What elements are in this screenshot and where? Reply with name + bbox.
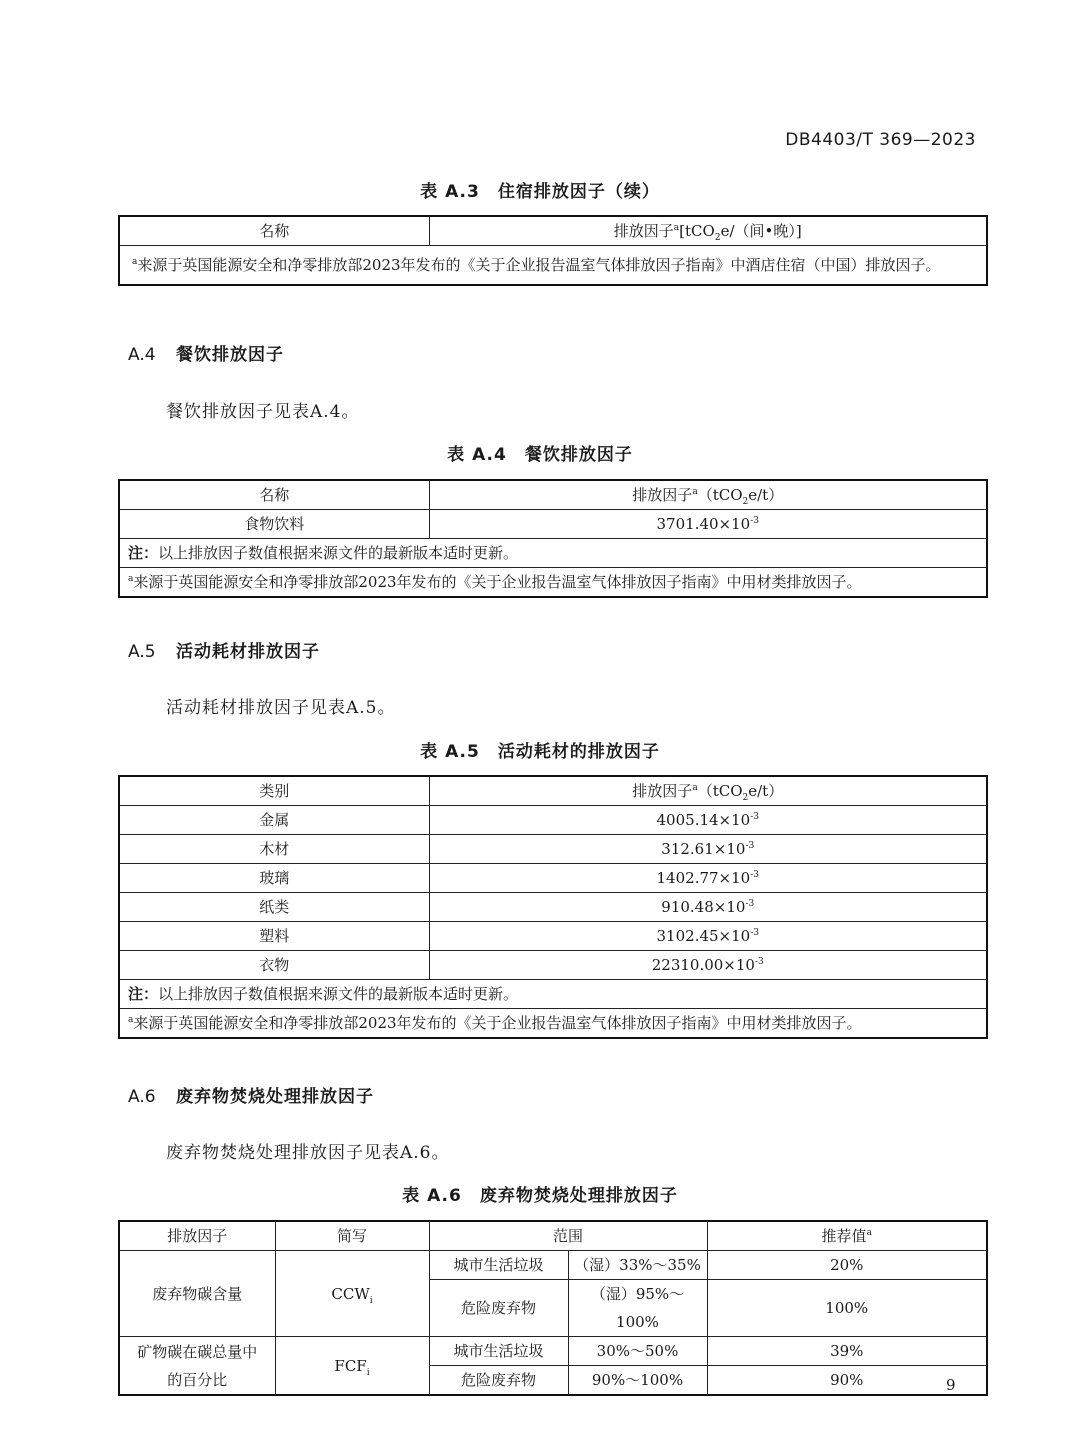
row-value: $3701.40\times 10^{-3}$	[429, 510, 987, 539]
table-a6-caption: 表 A.6 废弃物焚烧处理排放因子	[402, 1186, 678, 1206]
table-a4-caption: 表 A.4 餐饮排放因子	[447, 445, 633, 465]
group-abbr: $FCF_i$	[275, 1337, 429, 1396]
row-value: 100%	[707, 1280, 987, 1337]
row-name: 金属	[119, 806, 429, 835]
table-a5	[118, 775, 988, 1039]
document-number: DB4403/T 369—2023	[785, 130, 976, 150]
table-header-row	[119, 216, 987, 246]
column-header-name: 名称	[119, 216, 429, 246]
group-abbr: $CCW_i$	[275, 1251, 429, 1337]
table-a3-caption: 表 A.3 住宿排放因子（续）	[420, 182, 660, 202]
row-range: 90%～100%	[568, 1366, 707, 1396]
row-value: $4005.14\times 10^{-3}$	[429, 806, 987, 835]
table-note: 注：以上排放因子数值根据来源文件的最新版本适时更新。	[119, 539, 987, 568]
column-header-factor: 排放因子$^a$（tCO$_2$e/t）	[429, 776, 987, 806]
section-a5-paragraph: 活动耗材排放因子见表A.5。	[166, 698, 396, 718]
table-row	[119, 922, 987, 951]
column-header-factor: 排放因子	[119, 1221, 275, 1251]
table-footnote-row	[119, 568, 987, 598]
table-a6	[118, 1220, 988, 1396]
table-footnote-row	[119, 1009, 987, 1039]
table-a5-caption: 表 A.5 活动耗材的排放因子	[420, 742, 660, 762]
column-header-factor: 排放因子$^a$[tCO$_2$e/（间•晚）]	[429, 216, 987, 246]
table-row	[119, 835, 987, 864]
row-value: 20%	[707, 1251, 987, 1280]
row-value: $3102.45\times 10^{-3}$	[429, 922, 987, 951]
row-type: 城市生活垃圾	[429, 1251, 568, 1280]
table-note-row	[119, 980, 987, 1009]
row-value: $22310.00\times 10^{-3}$	[429, 951, 987, 980]
column-header-recommended: 推荐值$^a$	[707, 1221, 987, 1251]
table-header-row	[119, 1221, 987, 1251]
column-header-name: 名称	[119, 480, 429, 510]
column-header-range: 范围	[429, 1221, 707, 1251]
row-name: 塑料	[119, 922, 429, 951]
table-row	[119, 864, 987, 893]
table-row	[119, 951, 987, 980]
page-number: 9	[946, 1376, 956, 1394]
row-name: 食物饮料	[119, 510, 429, 539]
table-row	[119, 1251, 987, 1280]
row-value: 39%	[707, 1337, 987, 1366]
section-a4-paragraph: 餐饮排放因子见表A.4。	[166, 402, 360, 422]
table-footnote-row	[119, 246, 987, 286]
table-note-row	[119, 539, 987, 568]
row-type: 城市生活垃圾	[429, 1337, 568, 1366]
row-type: 危险废弃物	[429, 1366, 568, 1396]
group-factor: 矿物碳在碳总量中 的百分比	[119, 1337, 275, 1396]
table-a3	[118, 215, 988, 286]
table-row	[119, 1337, 987, 1366]
section-a6-paragraph: 废弃物焚烧处理排放因子见表A.6。	[166, 1143, 450, 1163]
column-header-abbr: 简写	[275, 1221, 429, 1251]
row-name: 纸类	[119, 893, 429, 922]
table-footnote: $^a$来源于英国能源安全和净零排放部2023年发布的《关于企业报告温室气体排放因子指南》中酒店住宿（中国）排放因子。	[119, 246, 987, 286]
row-range: （湿）95%～100%	[568, 1280, 707, 1337]
table-a4	[118, 479, 988, 598]
row-value: $312.61\times 10^{-3}$	[429, 835, 987, 864]
row-name: 玻璃	[119, 864, 429, 893]
group-factor: 废弃物碳含量	[119, 1251, 275, 1337]
table-header-row	[119, 776, 987, 806]
row-value: $910.48\times 10^{-3}$	[429, 893, 987, 922]
row-value: 90%	[707, 1366, 987, 1396]
row-name: 木材	[119, 835, 429, 864]
table-row	[119, 806, 987, 835]
table-note: 注：以上排放因子数值根据来源文件的最新版本适时更新。	[119, 980, 987, 1009]
section-a4-heading: A.4 餐饮排放因子	[128, 345, 284, 365]
column-header-category: 类别	[119, 776, 429, 806]
column-header-factor: 排放因子$^a$（tCO$_2$e/t）	[429, 480, 987, 510]
table-row	[119, 510, 987, 539]
table-header-row	[119, 480, 987, 510]
row-type: 危险废弃物	[429, 1280, 568, 1337]
section-a6-heading: A.6 废弃物焚烧处理排放因子	[128, 1087, 374, 1107]
section-a5-heading: A.5 活动耗材排放因子	[128, 642, 320, 662]
row-range: （湿）33%～35%	[568, 1251, 707, 1280]
row-value: $1402.77\times 10^{-3}$	[429, 864, 987, 893]
table-footnote: $^a$来源于英国能源安全和净零排放部2023年发布的《关于企业报告温室气体排放因子指南》中用材类排放因子。	[119, 1009, 987, 1039]
row-name: 衣物	[119, 951, 429, 980]
table-footnote: $^a$来源于英国能源安全和净零排放部2023年发布的《关于企业报告温室气体排放因子指南》中用材类排放因子。	[119, 568, 987, 598]
row-range: 30%～50%	[568, 1337, 707, 1366]
table-row	[119, 893, 987, 922]
